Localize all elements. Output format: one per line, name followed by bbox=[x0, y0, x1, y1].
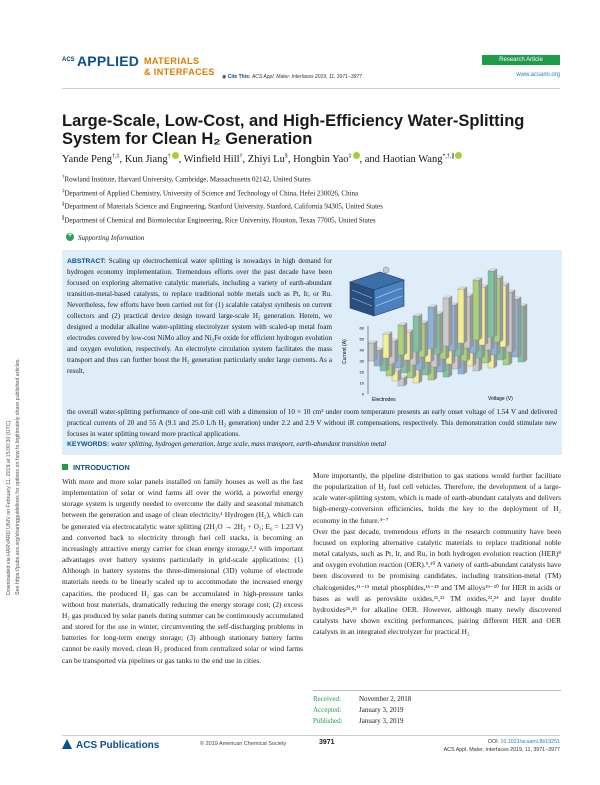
author-separator: , bbox=[119, 154, 125, 165]
toc-bar-side bbox=[380, 348, 383, 366]
date-label: Accepted: bbox=[313, 706, 342, 714]
affiliation-text: Department of Chemical and Biomolecular Engineering, Rice University, Houston, Texas 77005, United States bbox=[64, 215, 376, 224]
orcid-icon[interactable] bbox=[455, 152, 462, 159]
date-label: Published: bbox=[313, 717, 343, 725]
toc-bar-side bbox=[395, 339, 398, 363]
affiliation-line bbox=[62, 186, 562, 200]
affiliation-text: Department of Applied Chemistry, University of Science and Technology of China, Hefei 230026, China bbox=[64, 188, 359, 197]
toc-bar-side bbox=[425, 321, 428, 357]
download-sidenote bbox=[5, 235, 25, 595]
doi-label: DOI: bbox=[488, 739, 500, 745]
author-affiliation-mark: †,‡ bbox=[111, 153, 120, 160]
toc-bar-side bbox=[410, 330, 413, 360]
journal-logo[interactable] bbox=[62, 55, 240, 83]
toc-bar-side bbox=[518, 297, 521, 357]
publisher-logo[interactable] bbox=[62, 739, 159, 751]
dates-divider bbox=[313, 690, 561, 691]
affiliation-line bbox=[62, 172, 562, 186]
toc-y-tick-label: 40 bbox=[359, 347, 364, 353]
toc-y-tick-label: 60 bbox=[359, 325, 364, 331]
supporting-info-icon bbox=[66, 233, 74, 241]
author-list bbox=[62, 152, 562, 165]
toc-bar bbox=[413, 316, 419, 352]
affiliation-line bbox=[62, 199, 562, 213]
toc-bar-side bbox=[404, 323, 407, 355]
logo-acs-text: ACS bbox=[62, 57, 75, 63]
abstract-label: ABSTRACT: bbox=[67, 258, 106, 265]
article-title: Large-Scale, Low-Cost, and High-Efficiency Water-Splitting System for Clean H₂ Generation bbox=[62, 112, 525, 148]
toc-bar-side bbox=[434, 305, 437, 349]
footer-divider bbox=[62, 735, 560, 736]
toc-bar-side bbox=[419, 314, 422, 352]
logo-materials-text: MATERIALS bbox=[144, 56, 200, 66]
date-row bbox=[313, 694, 561, 705]
toc-graphic bbox=[338, 254, 556, 404]
toc-bar-side bbox=[500, 276, 503, 342]
toc-bar bbox=[383, 334, 389, 358]
toc-bar bbox=[398, 325, 404, 355]
electrolyzer-stack-icon bbox=[350, 267, 404, 316]
toc-y-tick-label: 0 bbox=[361, 391, 364, 397]
toc-y-tick-label: 50 bbox=[359, 336, 364, 342]
toc-x-axis-label: Voltage (V) bbox=[488, 396, 513, 402]
author-affiliation-mark: † bbox=[167, 153, 171, 160]
intro-paragraph-2: More importantly, the pipeline distribution to gas stations would further facilitate the popularization of H₂ fuel cell vehicles. Therefore, the development of a large-scale water-splitting system, which is made of earth-abundant catalysts and delivers high-energy-conversion efficiencies, holds the key to the deployment of H₂ economy in the future.⁴⁻⁷ Over the past decade, tremendous efforts in the research community have been focused on exploring alternative catalytic materials to replace traditional noble metal catalysts, such as Pt, Ir, and Ru, in both hydrogen evolution reaction (HER)⁸ and oxygen evolution reaction (OER).⁹,¹⁰ A variety of earth-abundant catalysts have been discovered to be promising candidates, including transition-metal (TM) chalcogenides,¹¹⁻¹⁵ metal phosphides,¹⁶⁻¹⁸ and TM alloys¹⁹⁻²⁰ for HER in acids or bases as well as perovskite oxides,²¹,²² TM oxides,²³,²⁴ and layer double hydroxides²⁵,²⁶ for alkaline OER. However, although many newly discovered catalysts have shown exciting performances, pairing different HER and OER catalysts in an integrated electrolyzer for practical H₂ bbox=[313, 471, 561, 637]
affiliation-mark: § bbox=[62, 202, 65, 208]
author-name[interactable]: Hongbin Yao bbox=[293, 154, 349, 165]
orcid-icon[interactable] bbox=[353, 152, 360, 159]
toc-bar-side bbox=[470, 294, 473, 348]
toc-bar bbox=[443, 298, 449, 346]
toc-bar bbox=[488, 271, 494, 337]
journal-citation-footer: ACS Appl. Mater. Interfaces 2019, 11, 3971−3977 bbox=[443, 747, 560, 753]
author-separator: , bbox=[287, 154, 294, 165]
doi-block bbox=[444, 738, 560, 754]
date-row bbox=[313, 716, 561, 727]
supporting-info-label: Supporting Information bbox=[78, 234, 145, 242]
toc-y-tick-label: 20 bbox=[359, 369, 364, 375]
toc-bar-side bbox=[485, 285, 488, 345]
author-affiliation-mark: *,†,∥ bbox=[442, 153, 455, 160]
affiliation-list bbox=[62, 172, 562, 226]
toc-bar-side bbox=[524, 304, 527, 362]
toc-y-ticks bbox=[360, 326, 365, 397]
author-separator: , bbox=[178, 154, 184, 165]
toc-bar-side bbox=[464, 287, 467, 343]
logo-interfaces-text: & INTERFACES bbox=[144, 67, 215, 77]
toc-bar-side bbox=[392, 362, 395, 376]
toc-bar bbox=[458, 289, 464, 343]
abstract-body-part1: Scaling up electrochemical water splitting is nowadays in high demand for hydrogen economy implementation. Tremendous efforts over the past decade have been focused on exploring alternative catalytic materials, including a variety of earth-abundant transition-metal-based catalysts, to replace traditional noble metals such as Pt, Ir, or Ru. Nevertheless, few efforts have been carried out for (1) scalable catalyst synthesis on current collectors and (2) practical device design toward large-scale H₂ generation. Herein, we designed a modular alkaline water-splitting electrolyzer system with scaled-up metal foam electrodes covered by low-cost NiMo alloy and Ni₃Fe oxide for efficient hydrogen evolution and oxygen evolution, respectively. An electrolyte circulation system facilitates the mass transport and thus can further boost the H₂ generation particularly under large currents. As a result, bbox=[67, 257, 333, 375]
toc-bar-side bbox=[455, 303, 458, 351]
author-name[interactable]: Kun Jiang bbox=[124, 154, 168, 165]
toc-y-axis-label: Current (A) bbox=[342, 339, 348, 364]
toc-y-tick-label: 10 bbox=[359, 380, 364, 386]
affiliation-text: Rowland Institute, Harvard University, Cambridge, Massachusetts 02142, United States bbox=[64, 175, 311, 184]
sidenote-line-1: Downloaded via HARVARD UNIV on February 11, 2019 at 15:00:30 (UTC). bbox=[6, 419, 12, 595]
sidenote-line-2[interactable]: See https://pubs.acs.org/sharingguidelines for options on how to legitimately share published articles. bbox=[15, 357, 21, 595]
toc-bar-side bbox=[494, 269, 497, 337]
toc-bar-side bbox=[449, 296, 452, 346]
logo-applied-text: APPLIED bbox=[77, 53, 140, 69]
section-heading-introduction bbox=[62, 463, 303, 472]
author-affiliation-mark: † bbox=[239, 153, 243, 160]
date-value: January 3, 2019 bbox=[359, 717, 404, 725]
supporting-info-link[interactable] bbox=[66, 233, 144, 242]
author-name[interactable]: Haotian Wang bbox=[382, 154, 443, 165]
copyright-text: © 2019 American Chemical Society bbox=[200, 741, 287, 747]
header-divider bbox=[62, 88, 560, 89]
cite-label: Cite This: bbox=[227, 74, 251, 80]
toc-y-tick-label: 30 bbox=[359, 358, 364, 364]
toc-bar-side bbox=[479, 278, 482, 340]
author-name[interactable]: Zhiyi Lu bbox=[247, 154, 285, 165]
keywords-line bbox=[67, 440, 557, 448]
doi-link[interactable]: 10.1021/acsami.8b19251 bbox=[500, 739, 560, 745]
article-dates bbox=[313, 694, 561, 727]
author-affiliation-mark: ‡ bbox=[348, 153, 352, 160]
keywords-text: water splitting, hydrogen generation, large scale, mass transport, earth-abundant transition metal bbox=[111, 440, 387, 448]
site-link[interactable]: www.acsami.org bbox=[516, 72, 560, 78]
toc-bar bbox=[428, 307, 434, 349]
acs-publications-icon bbox=[62, 739, 72, 749]
abstract-box bbox=[62, 250, 562, 455]
cite-icon: ◉ bbox=[222, 74, 227, 80]
toc-bar-side bbox=[440, 312, 443, 354]
toc-bar bbox=[368, 343, 374, 361]
date-row bbox=[313, 705, 561, 716]
author-name[interactable]: Winfield Hill bbox=[183, 154, 240, 165]
publisher-name: ACS Publications bbox=[76, 740, 160, 751]
section-square-icon bbox=[62, 464, 68, 470]
affiliation-mark: † bbox=[62, 175, 65, 180]
body-column-right bbox=[313, 470, 561, 637]
affiliation-mark: ‡ bbox=[62, 188, 65, 194]
author-name[interactable]: Yande Peng bbox=[62, 154, 112, 165]
date-label: Received: bbox=[313, 695, 341, 703]
toc-bar-side bbox=[374, 341, 377, 361]
toc-z-axis-label: Electrodes bbox=[372, 397, 396, 403]
intro-paragraph-1: With more and more solar panels installed on family houses as well as the fast implementation of solar or wind farms all over the world, a powerful energy storage system is urgently needed to overcome the daily and seasonal mismatch between the generation and usage of clean electricity.¹ Hydrogen (H₂), which can be generated via electrocatalytic water splitting (2H₂O → 2H₂ + O₂; E₀ = 1.23 V) and converted back to electricity through fuel cell stacks, is becoming an increasingly attractive energy carrier for clean energy storage,²,³ with important advantages over battery systems particularly in grid-scale applications: (1) Although in battery systems the three-dimensional (3D) volume of electrode materials needs to be linearly scaled up to accommodate the increased energy capacities, the produced H₂ gas can be accumulated in high-pressure tanks without host materials, dramatically reducing the energy storage cost; (2) excess H₂ gas produced by solar panels during summer can be continuously accumulated and stored for the use in winter, circumventing the self-discharging problems in batteries for long-term energy storage; (3) although stationary battery farms cannot be easily moved, clean H₂ produced from centralized solar or wind farms can be transported via pipelines or gas tanks to the end use in cities. bbox=[62, 477, 303, 665]
article-type-badge: Research Article bbox=[482, 55, 560, 65]
affiliation-mark: ∥ bbox=[62, 215, 65, 221]
page-number: 3971 bbox=[319, 739, 335, 746]
journal-header bbox=[62, 55, 560, 85]
date-value: November 2, 2018 bbox=[359, 695, 412, 703]
toc-bar-side bbox=[389, 332, 392, 358]
date-value: January 3, 2019 bbox=[359, 706, 404, 714]
orcid-icon[interactable] bbox=[172, 152, 179, 159]
keywords-label: KEYWORDS: bbox=[67, 441, 110, 448]
affiliation-text: Department of Materials Science and Engineering, Stanford University, Stanford, California 94305, United States bbox=[64, 202, 383, 211]
body-column-left bbox=[62, 463, 303, 666]
cite-text: ACS Appl. Mater. Interfaces 2019, 11, 3971−3977 bbox=[251, 74, 362, 80]
author-separator: , bbox=[242, 154, 248, 165]
abstract-text-narrow bbox=[67, 256, 332, 377]
toc-bar-side bbox=[512, 290, 515, 352]
author-separator: , and bbox=[359, 154, 383, 165]
affiliation-line bbox=[62, 213, 562, 227]
cite-this[interactable] bbox=[222, 74, 362, 80]
toc-bar-side bbox=[506, 283, 509, 347]
author-affiliation-mark: § bbox=[284, 153, 288, 160]
abstract-text-full: the overall water-splitting performance of one-unit cell with a dimension of 10 × 10 cm² under room temperature presents an early onset voltage of 1.54 V and delivered practical currents of 20 and 55 A (9.1 and 25.0 L/h H₂ generation) under 2.2 and 2.9 V without iR compensations, respectively. This demonstration could stimulate new focuses in water splitting toward more practical applications. bbox=[67, 408, 557, 438]
section-heading-text: INTRODUCTION bbox=[73, 463, 130, 472]
toc-bar bbox=[473, 280, 479, 340]
